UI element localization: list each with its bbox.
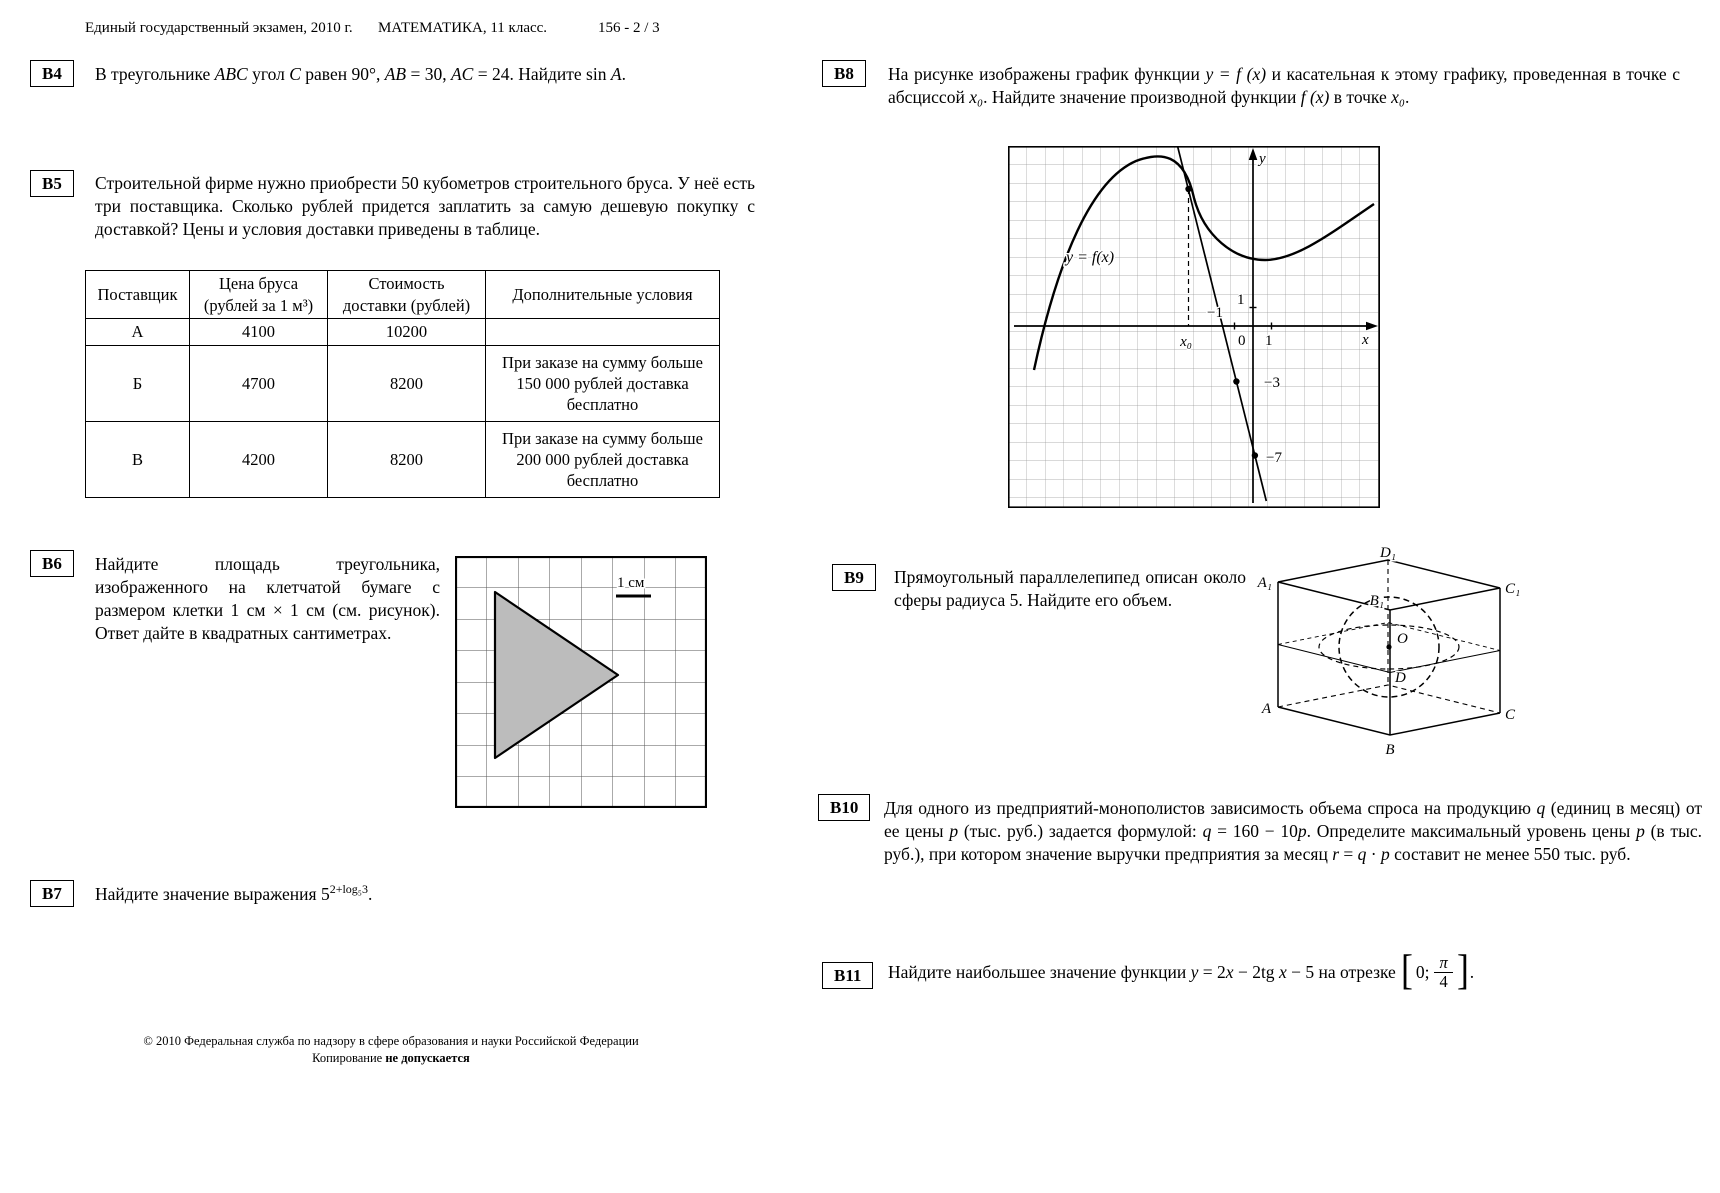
b6-grid-figure: [455, 556, 707, 808]
col-header-supplier: Поставщик: [86, 271, 190, 319]
cell-price: 4200: [190, 422, 328, 498]
top-face: [1278, 560, 1500, 610]
problem-b10-label: В10: [818, 794, 870, 821]
cell-supplier: Б: [86, 346, 190, 422]
b11-sentence: Найдите наибольшее значение функции y = 2x − 2tg x − 5 на отрезке: [888, 961, 1396, 982]
problem-b4-text: В треугольнике ABC угол C равен 90°, AB = 30, AC = 24. Найдите sin A.: [95, 64, 626, 84]
cell-delivery: 8200: [328, 346, 486, 422]
problem-b7-text: Найдите значение выражения $5^{2+log_53}$.: [95, 882, 373, 904]
fraction-denominator: 4: [1434, 972, 1452, 990]
vertex-c-label: C: [1505, 707, 1516, 723]
problem-b8-label: В8: [822, 60, 866, 87]
vertex-d-label: D: [1395, 670, 1406, 686]
cell-supplier: В: [86, 422, 190, 498]
col-header-delivery: Стоимость доставки (рублей): [328, 271, 486, 319]
problem-b5-label: В5: [30, 170, 74, 197]
y-axis-label: y: [1259, 151, 1266, 167]
minus7-label: −7: [1266, 450, 1282, 466]
open-bracket: [: [1400, 948, 1413, 995]
origin-label: 0: [1238, 333, 1246, 349]
close-bracket: ]: [1456, 948, 1469, 995]
tangency-point: [1185, 186, 1191, 192]
x-axis-label: x: [1362, 332, 1369, 348]
curve-label: y = f(x): [1066, 249, 1115, 266]
b8-graph-figure: [1008, 146, 1380, 508]
problem-b7-label: В7: [30, 880, 74, 907]
col-header-price: Цена бруса (рублей за 1 м³): [190, 271, 328, 319]
problem-b4-label: В4: [30, 60, 74, 87]
problem-b6-text: Найдите площадь треугольника, изображенного на клетчатой бумаге с размером клетки 1 см × 1 см (см. рисунок). Ответ дайте в квадратных сантиметрах.: [95, 554, 440, 644]
problem-b8-text: На рисунке изображены график функции y = f (x) и касательная к этому графику, проведенная в точке с абсциссой x₀. Найдите значение производной функции f (x) в точке x₀.: [888, 64, 1680, 108]
problem-b10-text: Для одного из предприятий-монополистов зависимость объема спроса на продукцию q (единиц в месяц) от ее цены p (тыс. руб.) задается формулой: q = 160 − 10p. Определите максимальный уровень цены p (в тыс. руб.), при котором значение выручки предприятия за месяц r = q · p составит не менее 550 тыс. руб.: [884, 798, 1702, 865]
fraction-numerator: π: [1439, 953, 1448, 973]
cell-supplier: А: [86, 319, 190, 346]
footer-copyright: © 2010 Федеральная служба по надзору в сфере образования и науки Российской Федерации: [143, 1034, 639, 1048]
vertex-c1-label: C₁: [1505, 581, 1521, 597]
cell-price: 4100: [190, 319, 328, 346]
interval-left-value: 0;: [1415, 961, 1430, 982]
table-row: [86, 346, 720, 422]
cell-conditions: При заказе на сумму больше 150 000 рублей доставка бесплатно: [486, 346, 720, 422]
cell-delivery: 8200: [328, 422, 486, 498]
table-row: [86, 422, 720, 498]
header-page-number: 156 - 2 / 3: [598, 20, 660, 36]
vertex-a1-label: A₁: [1257, 575, 1272, 591]
col-header-conditions: Дополнительные условия: [486, 271, 720, 319]
point-minus3: [1233, 378, 1239, 384]
problem-b5-text: Строительной фирме нужно приобрести 50 кубометров строительного бруса. У неё есть три поставщика. Сколько рублей придется заплатить за самую дешевую покупку с доставкой? Цены и условия доставки приведены в таблице.: [95, 173, 755, 240]
center-o-label: O: [1397, 631, 1408, 647]
table-row: [86, 319, 720, 346]
b5-suppliers-table: [85, 270, 720, 498]
problem-b6-label: В6: [30, 550, 74, 577]
vertex-b1-label: B₁: [1369, 593, 1384, 609]
problem-b9-label: В9: [832, 564, 876, 591]
cell-price: 4700: [190, 346, 328, 422]
header-subject: МАТЕМАТИКА, 11 класс.: [378, 20, 548, 36]
b11-interval: [1400, 948, 1470, 995]
vertex-b-label: B: [1385, 742, 1395, 758]
x-neg1-label: −1: [1207, 305, 1223, 321]
x1-label: 1: [1265, 333, 1273, 349]
problem-b9-text: Прямоугольный параллелепипед описан около сферы радиуса 5. Найдите его объем.: [894, 567, 1246, 611]
header-exam-title: Единый государственный экзамен, 2010 г.: [85, 20, 353, 36]
table-header-row: [86, 271, 720, 319]
interval-fraction: [1434, 954, 1452, 990]
cell-conditions: [486, 319, 720, 346]
cell-conditions: При заказе на сумму больше 200 000 рублей доставка бесплатно: [486, 422, 720, 498]
footer-notice-text: Копирование: [312, 1050, 386, 1065]
x0-label: x₀: [1180, 334, 1192, 350]
bottom-back-edges-hidden: [1278, 685, 1500, 713]
problem-b11-text: [888, 944, 1708, 1000]
vertex-a-label: A: [1261, 701, 1271, 717]
footer: [85, 1033, 697, 1067]
problem-b11-label: В11: [822, 962, 873, 989]
bottom-front-edges: [1278, 707, 1500, 735]
footer-notice: [85, 1050, 697, 1067]
y1-label: 1: [1237, 292, 1245, 308]
scale-label: 1 см: [617, 575, 645, 591]
footer-notice-bold: не допускается: [385, 1050, 470, 1065]
minus3-label: −3: [1264, 375, 1280, 391]
vertex-d1-label: D₁: [1379, 546, 1397, 561]
sphere-center-point: [1386, 644, 1391, 649]
b9-parallelepiped-figure: [1250, 546, 1522, 760]
b11-period: .: [1469, 961, 1475, 982]
cell-delivery: 10200: [328, 319, 486, 346]
point-minus7: [1252, 452, 1258, 458]
